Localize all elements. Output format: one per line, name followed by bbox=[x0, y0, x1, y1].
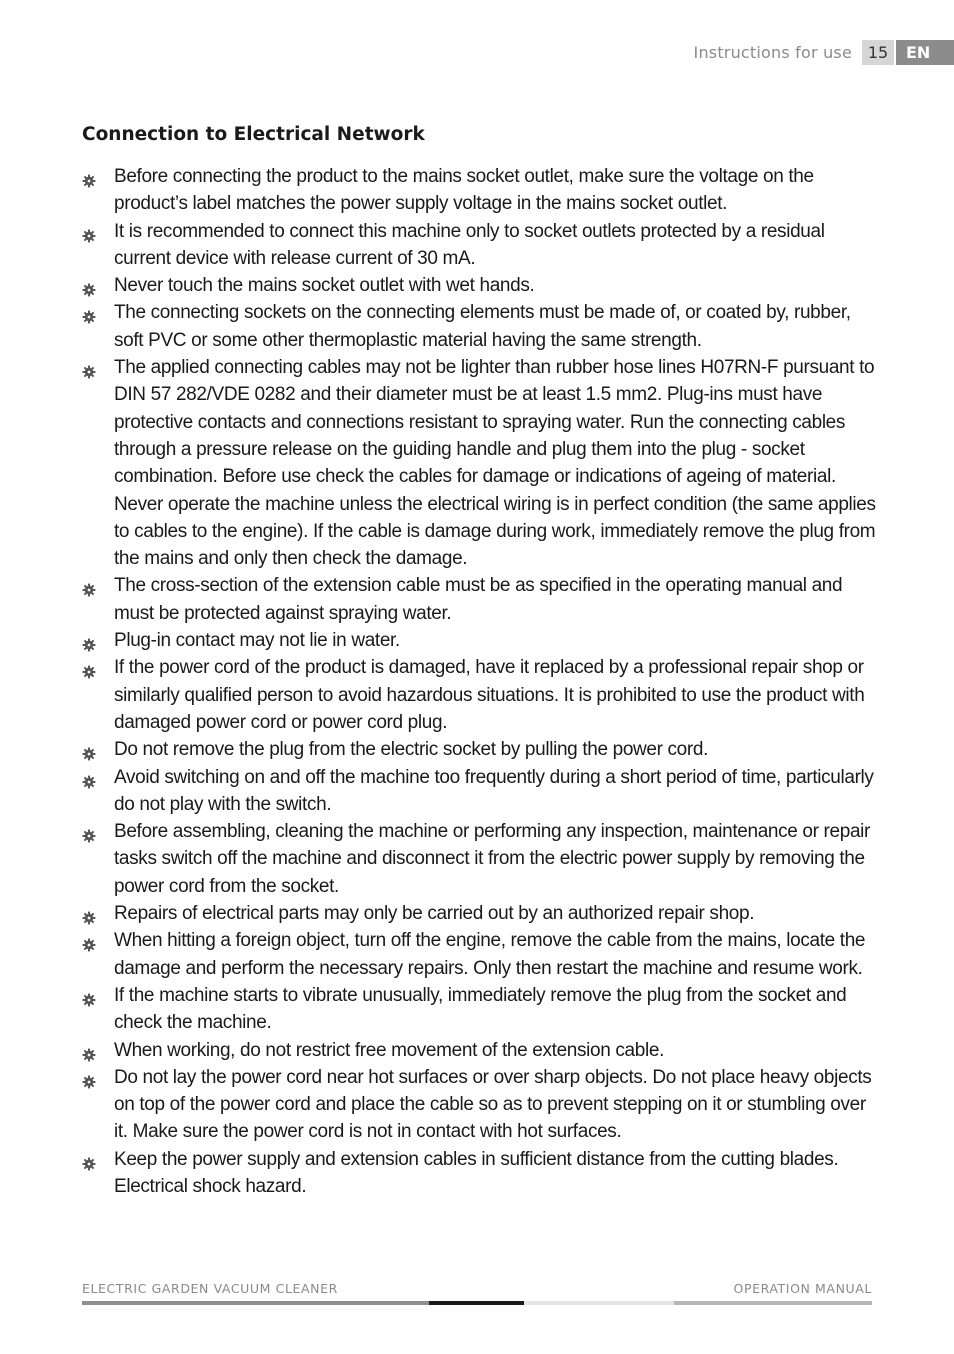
gear-bullet-icon bbox=[82, 169, 96, 183]
list-item bbox=[82, 354, 877, 572]
list-item bbox=[82, 299, 877, 354]
list-item bbox=[82, 1146, 877, 1201]
list-item bbox=[82, 572, 877, 627]
list-item-text: When hitting a foreign object, turn off the engine, remove the cable from the mains, locate the damage and perform the necessary repairs. Only then restart the machine and resume work. bbox=[114, 930, 866, 979]
page-header bbox=[694, 40, 954, 65]
gear-bullet-icon bbox=[82, 224, 96, 238]
list-item bbox=[82, 1037, 877, 1064]
gear-bullet-icon bbox=[82, 988, 96, 1002]
list-item bbox=[82, 982, 877, 1037]
gear-bullet-icon bbox=[82, 1043, 96, 1057]
list-item-text: If the power cord of the product is damaged, have it replaced by a professional repair shop or similarly qualified person to avoid hazardous situations. It is prohibited to use the product with damaged power cord or power cord plug. bbox=[114, 657, 865, 733]
list-item-text: Repairs of electrical parts may only be carried out by an authorized repair shop. bbox=[114, 903, 755, 925]
header-title: Instructions for use bbox=[693, 43, 852, 62]
gear-bullet-icon bbox=[82, 660, 96, 674]
footer-divider-segment bbox=[82, 1301, 429, 1305]
list-item bbox=[82, 764, 877, 819]
list-item-text: Do not remove the plug from the electric socket by pulling the power cord. bbox=[114, 739, 709, 761]
gear-bullet-icon bbox=[82, 1152, 96, 1166]
bullet-list bbox=[82, 163, 877, 1200]
list-item-text: Before connecting the product to the mains socket outlet, make sure the voltage on the product’s label matches the power supply voltage in the mains socket outlet. bbox=[114, 166, 814, 215]
list-item-text: The cross-section of the extension cable must be as specified in the operating manual and must be protected against spraying water. bbox=[114, 575, 843, 624]
list-item-text: The connecting sockets on the connecting elements must be made of, or coated by, rubber, soft PVC or some other thermoplastic material having the same strength. bbox=[114, 302, 851, 351]
gear-bullet-icon bbox=[82, 305, 96, 319]
list-item bbox=[82, 900, 877, 927]
list-item-text: Plug-in contact may not lie in water. bbox=[114, 630, 400, 652]
section-title: Connection to Electrical Network bbox=[82, 124, 425, 145]
list-item-text: It is recommended to connect this machine only to socket outlets protected by a residual current device with release current of 30 mA. bbox=[114, 220, 825, 269]
gear-bullet-icon bbox=[82, 906, 96, 920]
list-item bbox=[82, 927, 877, 982]
list-item bbox=[82, 818, 877, 900]
gear-bullet-icon bbox=[82, 824, 96, 838]
list-item-text: Never touch the mains socket outlet with wet hands. bbox=[114, 275, 535, 297]
footer-divider-segment bbox=[674, 1301, 872, 1305]
gear-bullet-icon bbox=[82, 770, 96, 784]
list-item bbox=[82, 163, 877, 218]
list-item bbox=[82, 736, 877, 763]
gear-bullet-icon bbox=[82, 1070, 96, 1084]
list-item-text: Avoid switching on and off the machine too frequently during a short period of time, particularly do not play with the switch. bbox=[114, 766, 874, 815]
gear-bullet-icon bbox=[82, 742, 96, 756]
gear-bullet-icon bbox=[82, 360, 96, 374]
gear-bullet-icon bbox=[82, 933, 96, 947]
footer-divider-segment bbox=[429, 1301, 524, 1305]
list-item-text: Keep the power supply and extension cables in sufficient distance from the cutting blades. Electrical shock hazard. bbox=[114, 1148, 839, 1197]
gear-bullet-icon bbox=[82, 578, 96, 592]
list-item bbox=[82, 1064, 877, 1146]
list-item bbox=[82, 627, 877, 654]
list-item-text: Do not lay the power cord near hot surfaces or over sharp objects. Do not place heavy objects on top of the power cord and place the cable so as to prevent stepping on it or stumbling over it. Make sure the power cord is not in contact with hot surfaces. bbox=[114, 1066, 872, 1143]
footer-document-type: OPERATION MANUAL bbox=[733, 1281, 872, 1296]
list-item-text: When working, do not restrict free movement of the extension cable. bbox=[114, 1039, 665, 1061]
footer-divider-segment bbox=[524, 1301, 674, 1305]
list-item-text: If the machine starts to vibrate unusually, immediately remove the plug from the socket and check the machine. bbox=[114, 984, 847, 1034]
list-item-text: Before assembling, cleaning the machine or performing any inspection, maintenance or repair tasks switch off the machine and disconnect it from the electric power supply by removing the power cord from the socket. bbox=[114, 821, 871, 897]
gear-bullet-icon bbox=[82, 278, 96, 292]
list-item bbox=[82, 218, 877, 273]
footer-product-name: ELECTRIC GARDEN VACUUM CLEANER bbox=[82, 1281, 338, 1296]
language-badge: EN bbox=[896, 40, 954, 65]
list-item bbox=[82, 654, 877, 736]
gear-bullet-icon bbox=[82, 633, 96, 647]
list-item-text: The applied connecting cables may not be lighter than rubber hose lines H07RN-F pursuant to DIN 57 282/VDE 0282 and their diameter must be at least 1.5 mm2. Plug-ins must have protective contacts and connections resistant to spraying water. Run the connecting cables through a pressure release on the guiding handle and plug them into the plug - socket combination. Before use check the cables for damage or indications of ageing of material. Never operate the machine unless the electrical wiring is in perfect condition (the same applies to cables to the engine). If the cable is damage during work, immediately remove the plug from the mains and only then check the damage. bbox=[114, 357, 876, 570]
list-item bbox=[82, 272, 877, 299]
page-number: 15 bbox=[862, 40, 894, 65]
footer-divider bbox=[82, 1301, 872, 1305]
